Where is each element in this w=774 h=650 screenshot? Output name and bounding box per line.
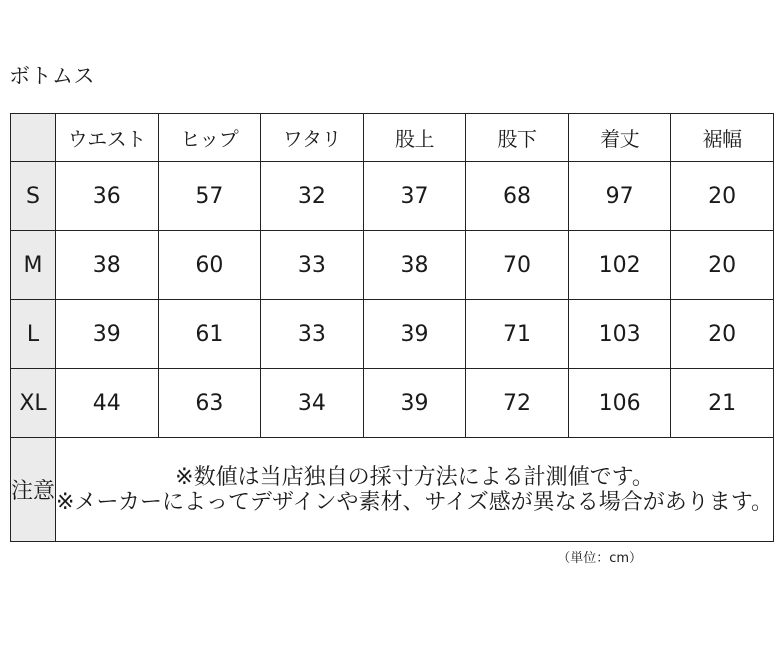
table-cell: 71 — [466, 300, 569, 369]
header-corner-cell — [11, 114, 56, 162]
size-label-m: M — [11, 231, 56, 300]
table-cell: 39 — [363, 369, 466, 438]
page-title: ボトムス — [9, 64, 95, 88]
header-length: 着丈 — [568, 114, 671, 162]
size-label-s: S — [11, 162, 56, 231]
size-table — [10, 113, 774, 542]
table-cell: 106 — [568, 369, 671, 438]
table-cell: 33 — [261, 231, 364, 300]
table-cell: 61 — [158, 300, 261, 369]
note-body — [56, 438, 774, 542]
table-cell: 57 — [158, 162, 261, 231]
header-thigh: ワタリ — [261, 114, 364, 162]
table-cell: 103 — [568, 300, 671, 369]
table-cell: 63 — [158, 369, 261, 438]
table-cell: 20 — [671, 231, 774, 300]
table-row — [11, 162, 774, 231]
table-cell: 20 — [671, 162, 774, 231]
note-label: 注意 — [11, 438, 56, 542]
table-cell: 36 — [56, 162, 159, 231]
table-cell: 21 — [671, 369, 774, 438]
table-cell: 102 — [568, 231, 671, 300]
table-cell: 38 — [56, 231, 159, 300]
table-cell: 39 — [56, 300, 159, 369]
table-row — [11, 231, 774, 300]
table-cell: 33 — [261, 300, 364, 369]
table-row — [11, 369, 774, 438]
table-cell: 60 — [158, 231, 261, 300]
table-cell: 32 — [261, 162, 364, 231]
table-cell: 70 — [466, 231, 569, 300]
table-cell: 37 — [363, 162, 466, 231]
note-row — [11, 438, 774, 542]
table-cell: 72 — [466, 369, 569, 438]
table-row — [11, 300, 774, 369]
table-cell: 44 — [56, 369, 159, 438]
size-label-xl: XL — [11, 369, 56, 438]
table-cell: 20 — [671, 300, 774, 369]
header-inseam: 股下 — [466, 114, 569, 162]
header-row — [11, 114, 774, 162]
table-cell: 68 — [466, 162, 569, 231]
size-label-l: L — [11, 300, 56, 369]
table-cell: 38 — [363, 231, 466, 300]
note-line-measurement: ※数値は当店独自の採寸方法による計測値です。 — [175, 464, 654, 490]
note-line-variation: ※メーカーによってデザインや素材、サイズ感が異なる場合があります。 — [56, 489, 773, 515]
table-cell: 34 — [261, 369, 364, 438]
unit-label: （単位：cm） — [557, 551, 642, 566]
header-hip: ヒップ — [158, 114, 261, 162]
header-waist: ウエスト — [56, 114, 159, 162]
table-cell: 39 — [363, 300, 466, 369]
header-hem-width: 裾幅 — [671, 114, 774, 162]
header-rise: 股上 — [363, 114, 466, 162]
table-cell: 97 — [568, 162, 671, 231]
